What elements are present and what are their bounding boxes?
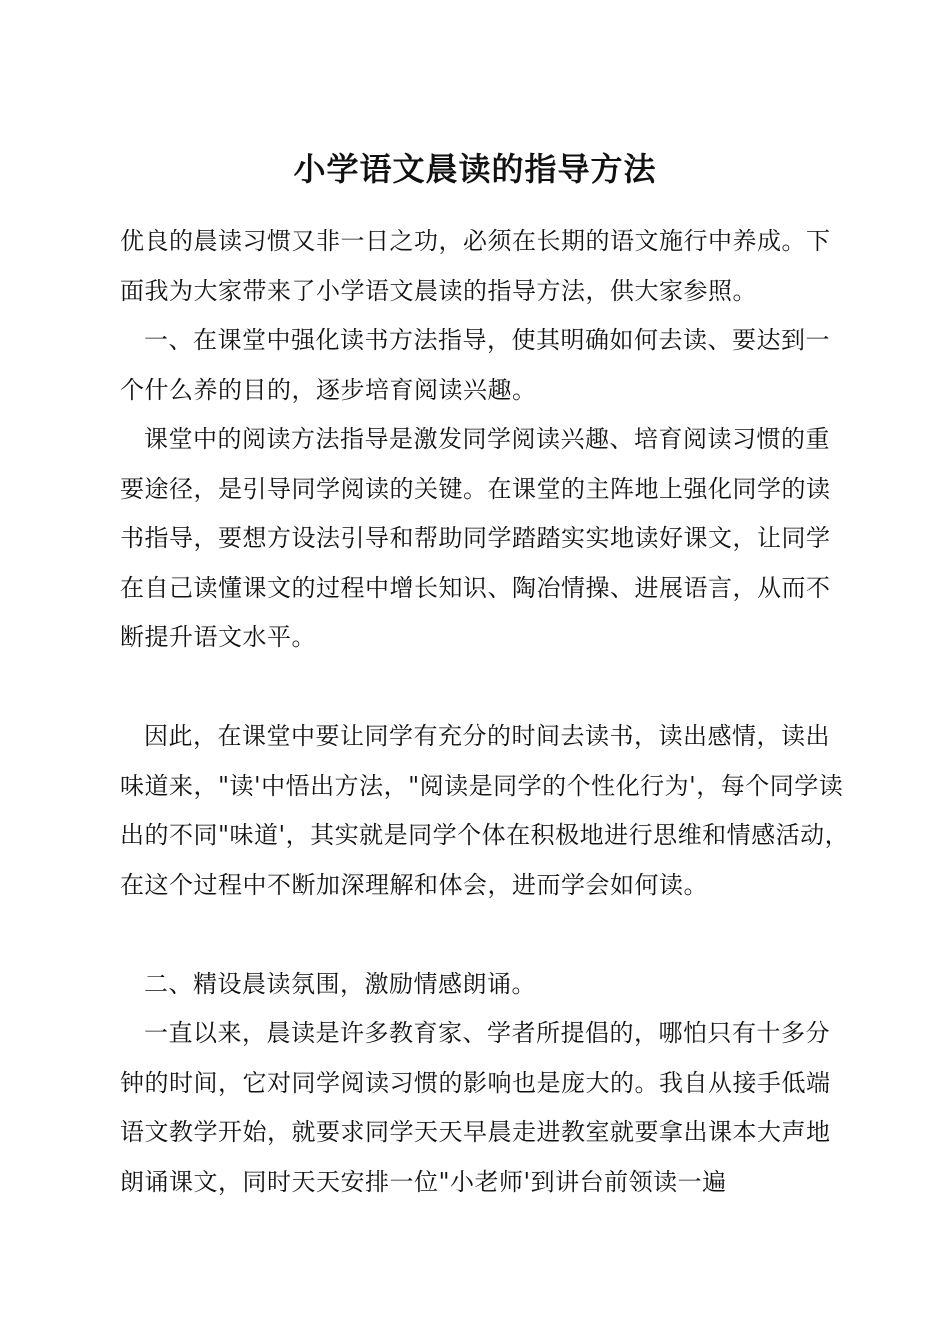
paragraph-spacer [120,663,850,713]
document-title: 小学语文晨读的指导方法 [293,150,657,188]
paragraph-section-two-heading: 二、精设晨读氛围，激励情感朗诵。 [144,969,536,998]
document-body [120,217,850,1207]
paragraph-morning-reading: 一直以来，晨读是许多教育家、学者所提倡的，哪怕只有十多分钟的时间，它对同学阅读习惯的影响也是庞大的。我自从接手低端语文教学开始，就要求同学天天早晨走进教室就要拿出课本大声地朗诵课文，同时天天安排一位"小老师'到讲台前领读一遍 [120,1019,831,1196]
paragraph-spacer [120,910,850,960]
paragraph-section-one-heading: 一、在课堂中强化读书方法指导，使其明确如何去读、要达到一个什么养的目的，逐步培育阅读兴趣。 [120,326,830,404]
paragraph-classroom-reading: 因此，在课堂中要让同学有充分的时间去读书，读出感情，读出味道来，"读'中悟出方法，"阅读是同学的个性化行为'，每个同学读出的不同"味道'，其实就是同学个体在积极地进行思维和情感活动，在这个过程中不断加深理解和体会，进而学会如何读。 [120,722,850,899]
paragraph-reading-guidance: 课堂中的阅读方法指导是激发同学阅读兴趣、培育阅读习惯的重要途径，是引导同学阅读的关键。在课堂的主阵地上强化同学的读书指导，要想方设法引导和帮助同学踏踏实实地读好课文，让同学在自己读懂课文的过程中增长知识、陶冶情操、进展语言，从而不断提升语文水平。 [120,425,831,651]
paragraph-intro: 优良的晨读习惯又非一日之功，必须在长期的语文施行中养成。下面我为大家带来了小学语文晨读的指导方法，供大家参照。 [120,227,831,305]
